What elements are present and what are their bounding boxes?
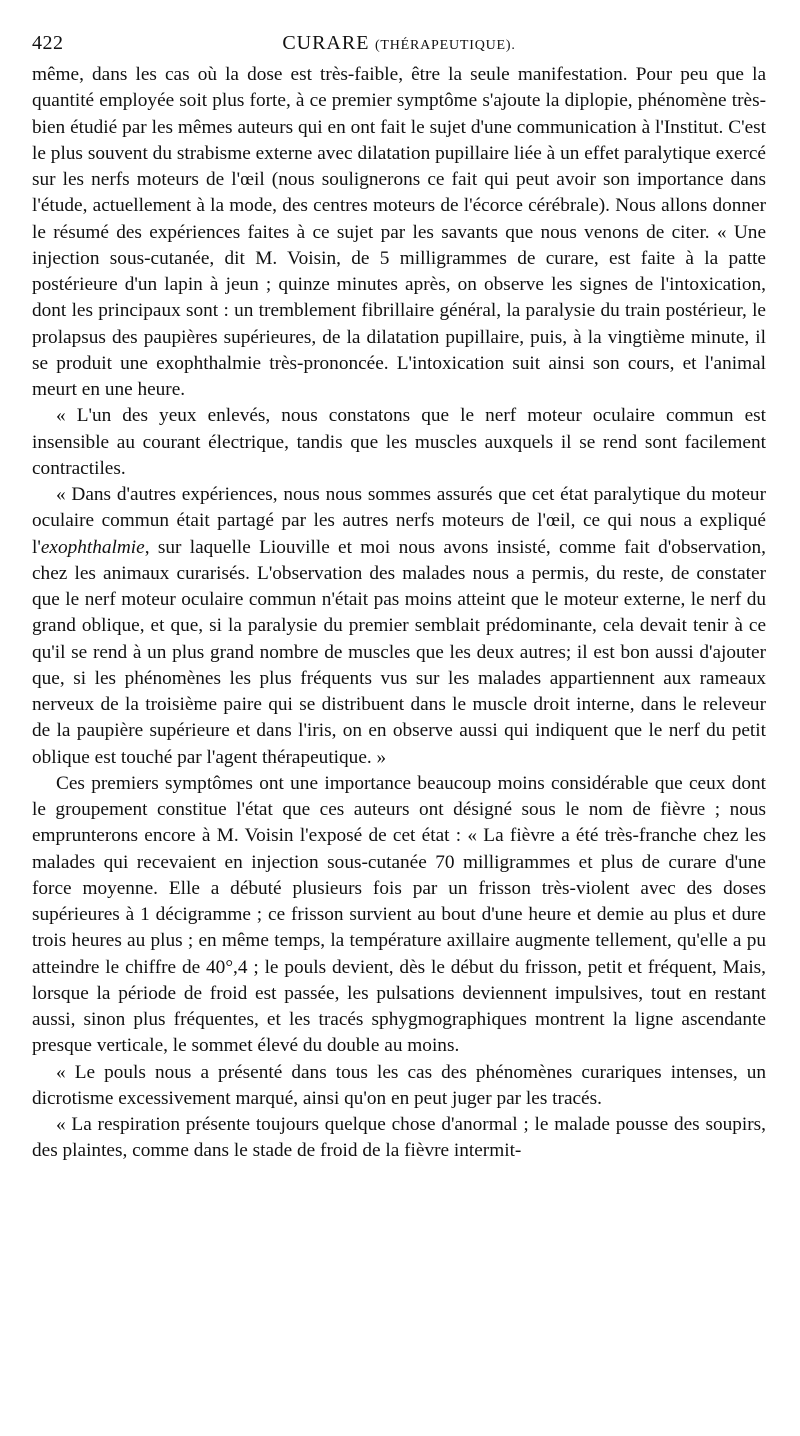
paragraph-text: , sur laquelle Liouville et moi nous avons insisté, comme fait d'observation, chez les animaux curarisés. L'observation des malades nous a permis, du reste, de constater que le nerf moteur oculaire commun n'était pas moins atteint que le moteur externe, le nerf du grand oblique, et que, si la paralysie du premier semblait prédominante, cela devait tenir à ce qu'il se rend à un plus grand nombre de muscles que les deux autres; il est bon aussi d'ajouter que, si les phénomènes les plus fréquents vus sur les malades appartiennent aux rameaux nerveux de la troisième paire qui se distribuent dans le muscle droit interne, dans le releveur de la paupière supérieure et dans l'iris, on en observe aussi qui indiquent que le nerf du petit oblique est touché par l'agent thérapeutique. » xyxy=(32,536,766,768)
paragraph: « L'un des yeux enlevés, nous constatons que le nerf moteur oculaire commun est insensible au courant électrique, tandis que les muscles auxquels il se rend sont facilement contractiles. xyxy=(32,405,766,479)
paragraph: « Le pouls nous a présenté dans tous les cas des phénomènes curariques intenses, un dicrotisme excessivement marqué, ainsi qu'on en peut juger par les tracés. xyxy=(32,1061,766,1109)
paragraph: même, dans les cas où la dose est très-faible, être la seule manifestation. Pour peu que la quantité employée soit plus forte, à ce premier symptôme s'ajoute la diplopie, phénomène très-bien étudié par les mêmes auteurs qui en ont fait le sujet d'une communication à l'Institut. C'est le plus souvent du strabisme externe avec dilatation pupillaire liée à un effet paralytique exercé sur les nerfs moteurs de l'œil (nous soulignerons ce fait qui peut avoir son importance dans l'étude, actuellement à la mode, des centres moteurs de l'écorce cérébrale). Nous allons donner le résumé des expériences faites à ce sujet par les savants que nous venons de citer. « Une injection sous-cutanée, dit M. Voisin, de 5 milligrammes de curare, est faite à la patte postérieure d'un lapin à jeun ; quinze minutes après, on observe les signes de l'intoxication, dont les principaux sont : un tremblement fibrillaire général, la paralysie du train postérieur, le prolapsus des paupières supérieures, de la dilatation pupillaire, puis, à la vingtième minute, il se produit une exophthalmie très-prononcée. L'intoxication suit ainsi son cours, et l'animal meurt en une heure. xyxy=(32,64,766,400)
chapter-subtitle: (THÉRAPEUTIQUE). xyxy=(374,38,516,53)
page-number: 422 xyxy=(32,32,64,54)
book-page xyxy=(32,30,766,1165)
chapter-title: CURARE xyxy=(282,32,370,54)
paragraph: Ces premiers symptômes ont une importance beaucoup moins considérable que ceux dont le groupement constitue l'état que ces auteurs ont désigné sous le nom de fièvre ; nous emprunterons encore à M. Voisin l'exposé de cet état : « La fièvre a été très-franche chez les malades qui recevaient en injection sous-cutanée 70 milligrammes et plus de curare d'une force moyenne. Elle a débuté plusieurs fois par un frisson très-violent avec des doses supérieures à 1 décigramme ; ce frisson survient au bout d'une heure et demie au plus et dure trois heures au plus ; en même temps, la température axillaire augmente tellement, qu'elle a pu atteindre le chiffre de 40°,4 ; le pouls devient, dès le début du frisson, petit et fréquent, Mais, lorsque la période de froid est passée, les pulsations deviennent impulsives, tout en restant aussi, sinon plus fréquentes, et les tracés sphygmographiques montrent la ligne ascendante presque verticale, le sommet élevé du double au moins. xyxy=(32,772,766,1057)
running-title xyxy=(32,32,766,55)
running-header xyxy=(32,30,766,62)
paragraph xyxy=(32,482,766,771)
body-text xyxy=(32,62,766,1165)
emphasized-term: exophthalmie xyxy=(40,536,145,558)
paragraph: « La respiration présente toujours quelque chose d'anormal ; le malade pousse des soupirs, des plaintes, comme dans le stade de froid de la fièvre intermit- xyxy=(32,1114,766,1162)
paragraph-text: « Dans d'autres expériences, nous nous sommes assurés que cet état paralytique du moteur oculaire commun était partagé par les autres nerfs moteurs de l'œil, ce qui nous a expliqué l' xyxy=(32,484,766,558)
